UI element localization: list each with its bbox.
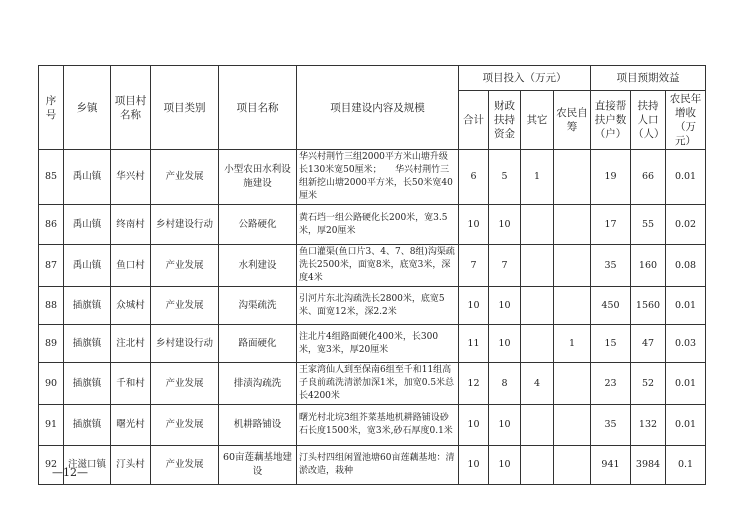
cell-total: 10 xyxy=(459,205,489,245)
cell-farmer: 1 xyxy=(554,325,591,363)
header-village: 项目村名称 xyxy=(111,66,151,150)
cell-name: 排渍沟疏洗 xyxy=(219,363,297,405)
header-content: 项目建设内容及规模 xyxy=(297,66,459,150)
cell-no: 86 xyxy=(39,205,64,245)
cell-no: 90 xyxy=(39,363,64,405)
table-row xyxy=(39,245,706,287)
cell-town: 注滋口镇 xyxy=(64,446,111,485)
cell-fiscal: 10 xyxy=(489,205,521,245)
cell-farmer xyxy=(554,245,591,287)
header-name: 项目名称 xyxy=(219,66,297,150)
cell-village: 千和村 xyxy=(111,363,151,405)
cell-people: 66 xyxy=(631,150,666,205)
cell-category: 产业发展 xyxy=(151,150,219,205)
cell-village: 注北村 xyxy=(111,325,151,363)
cell-other: 1 xyxy=(521,150,554,205)
cell-households: 15 xyxy=(591,325,631,363)
cell-town: 插旗镇 xyxy=(64,287,111,325)
cell-content: 注北片4组路面硬化400米，长300米，宽3米，厚20厘米 xyxy=(297,325,459,363)
cell-income: 0.01 xyxy=(666,287,706,325)
cell-no: 87 xyxy=(39,245,64,287)
cell-people: 160 xyxy=(631,245,666,287)
cell-households: 450 xyxy=(591,287,631,325)
cell-no: 85 xyxy=(39,150,64,205)
cell-fiscal: 10 xyxy=(489,446,521,485)
cell-village: 汀头村 xyxy=(111,446,151,485)
header-people: 扶持人口（人） xyxy=(631,91,666,150)
cell-total: 10 xyxy=(459,405,489,446)
cell-name: 路面硬化 xyxy=(219,325,297,363)
cell-households: 17 xyxy=(591,205,631,245)
header-investment: 项目投入（万元） xyxy=(459,66,591,91)
cell-no: 92 xyxy=(39,446,64,485)
cell-name: 公路硬化 xyxy=(219,205,297,245)
cell-category: 乡村建设行动 xyxy=(151,205,219,245)
project-table xyxy=(38,65,706,485)
cell-farmer xyxy=(554,287,591,325)
cell-category: 产业发展 xyxy=(151,287,219,325)
cell-income: 0.02 xyxy=(666,205,706,245)
cell-fiscal: 10 xyxy=(489,405,521,446)
cell-total: 7 xyxy=(459,245,489,287)
cell-content: 王家湾仙人到至保南6组至千和11组高子良前疏洗清淤加深1米，加宽0.5米总长4200米 xyxy=(297,363,459,405)
cell-other xyxy=(521,446,554,485)
cell-total: 6 xyxy=(459,150,489,205)
cell-town: 禹山镇 xyxy=(64,150,111,205)
cell-category: 产业发展 xyxy=(151,446,219,485)
cell-people: 3984 xyxy=(631,446,666,485)
cell-income: 0.03 xyxy=(666,325,706,363)
cell-total: 10 xyxy=(459,446,489,485)
cell-income: 0.1 xyxy=(666,446,706,485)
cell-farmer xyxy=(554,205,591,245)
cell-households: 23 xyxy=(591,363,631,405)
cell-no: 89 xyxy=(39,325,64,363)
cell-name: 60亩莲藕基地建设 xyxy=(219,446,297,485)
cell-other xyxy=(521,287,554,325)
cell-fiscal: 5 xyxy=(489,150,521,205)
cell-farmer xyxy=(554,405,591,446)
cell-name: 机耕路铺设 xyxy=(219,405,297,446)
cell-content: 华兴村荆竹三组2000平方米山塘升级长130米宽50厘米； 华兴村荆竹三组新挖山塘2000平方米，长50米宽40厘米 xyxy=(297,150,459,205)
header-town: 乡镇 xyxy=(64,66,111,150)
cell-content: 鱼口灌渠(鱼口片3、4、7、8组)沟渠疏洗长2500米，面宽8米，底宽3米，深度4米 xyxy=(297,245,459,287)
cell-people: 55 xyxy=(631,205,666,245)
header-income: 农民年增收（万元） xyxy=(666,91,706,150)
cell-category: 乡村建设行动 xyxy=(151,325,219,363)
header-other: 其它 xyxy=(521,91,554,150)
cell-households: 19 xyxy=(591,150,631,205)
cell-total: 11 xyxy=(459,325,489,363)
cell-income: 0.01 xyxy=(666,405,706,446)
cell-fiscal: 10 xyxy=(489,287,521,325)
header-households: 直接帮扶户数（户） xyxy=(591,91,631,150)
header-category: 项目类别 xyxy=(151,66,219,150)
cell-people: 52 xyxy=(631,363,666,405)
cell-income: 0.08 xyxy=(666,245,706,287)
cell-households: 35 xyxy=(591,405,631,446)
cell-farmer xyxy=(554,150,591,205)
cell-name: 小型农田水利设施建设 xyxy=(219,150,297,205)
cell-total: 10 xyxy=(459,287,489,325)
cell-town: 禹山镇 xyxy=(64,205,111,245)
cell-total: 12 xyxy=(459,363,489,405)
cell-income: 0.01 xyxy=(666,363,706,405)
cell-other xyxy=(521,205,554,245)
table-row xyxy=(39,287,706,325)
cell-village: 终南村 xyxy=(111,205,151,245)
cell-households: 941 xyxy=(591,446,631,485)
cell-other xyxy=(521,245,554,287)
cell-fiscal: 7 xyxy=(489,245,521,287)
cell-other xyxy=(521,405,554,446)
cell-fiscal: 8 xyxy=(489,363,521,405)
cell-fiscal: 10 xyxy=(489,325,521,363)
cell-category: 产业发展 xyxy=(151,245,219,287)
header-total: 合计 xyxy=(459,91,489,150)
header-benefit: 项目预期效益 xyxy=(591,66,706,91)
cell-content: 汀头村四组闲置池塘60亩莲藕基地：清淤改造，栽种 xyxy=(297,446,459,485)
table-row xyxy=(39,150,706,205)
table-row xyxy=(39,325,706,363)
cell-village: 鱼口村 xyxy=(111,245,151,287)
cell-other: 4 xyxy=(521,363,554,405)
cell-town: 禹山镇 xyxy=(64,245,111,287)
header-farmer: 农民自筹 xyxy=(554,91,591,150)
cell-farmer xyxy=(554,363,591,405)
cell-category: 产业发展 xyxy=(151,405,219,446)
cell-people: 1560 xyxy=(631,287,666,325)
table-row xyxy=(39,446,706,485)
cell-category: 产业发展 xyxy=(151,363,219,405)
cell-name: 沟渠疏洗 xyxy=(219,287,297,325)
header-no: 序号 xyxy=(39,66,64,150)
cell-content: 引河片东北沟疏洗长2800米，底宽5米、面宽12米，深2.2米 xyxy=(297,287,459,325)
cell-village: 华兴村 xyxy=(111,150,151,205)
cell-village: 曙光村 xyxy=(111,405,151,446)
cell-content: 曙光村北垸3组芥菜基地机耕路铺设砂石长度1500米，宽3米,砂石厚度0.1米 xyxy=(297,405,459,446)
cell-people: 132 xyxy=(631,405,666,446)
table-row xyxy=(39,363,706,405)
cell-content: 黄石垱一组公路硬化长200米，宽3.5米，厚20厘米 xyxy=(297,205,459,245)
table-row xyxy=(39,405,706,446)
header-fiscal: 财政扶持资金 xyxy=(489,91,521,150)
page-number: —12— xyxy=(52,466,88,479)
cell-people: 47 xyxy=(631,325,666,363)
cell-households: 35 xyxy=(591,245,631,287)
cell-town: 插旗镇 xyxy=(64,363,111,405)
cell-other xyxy=(521,325,554,363)
table-row xyxy=(39,205,706,245)
cell-town: 插旗镇 xyxy=(64,405,111,446)
cell-town: 插旗镇 xyxy=(64,325,111,363)
cell-village: 众城村 xyxy=(111,287,151,325)
cell-farmer xyxy=(554,446,591,485)
cell-no: 91 xyxy=(39,405,64,446)
cell-no: 88 xyxy=(39,287,64,325)
cell-income: 0.01 xyxy=(666,150,706,205)
cell-name: 水利建设 xyxy=(219,245,297,287)
